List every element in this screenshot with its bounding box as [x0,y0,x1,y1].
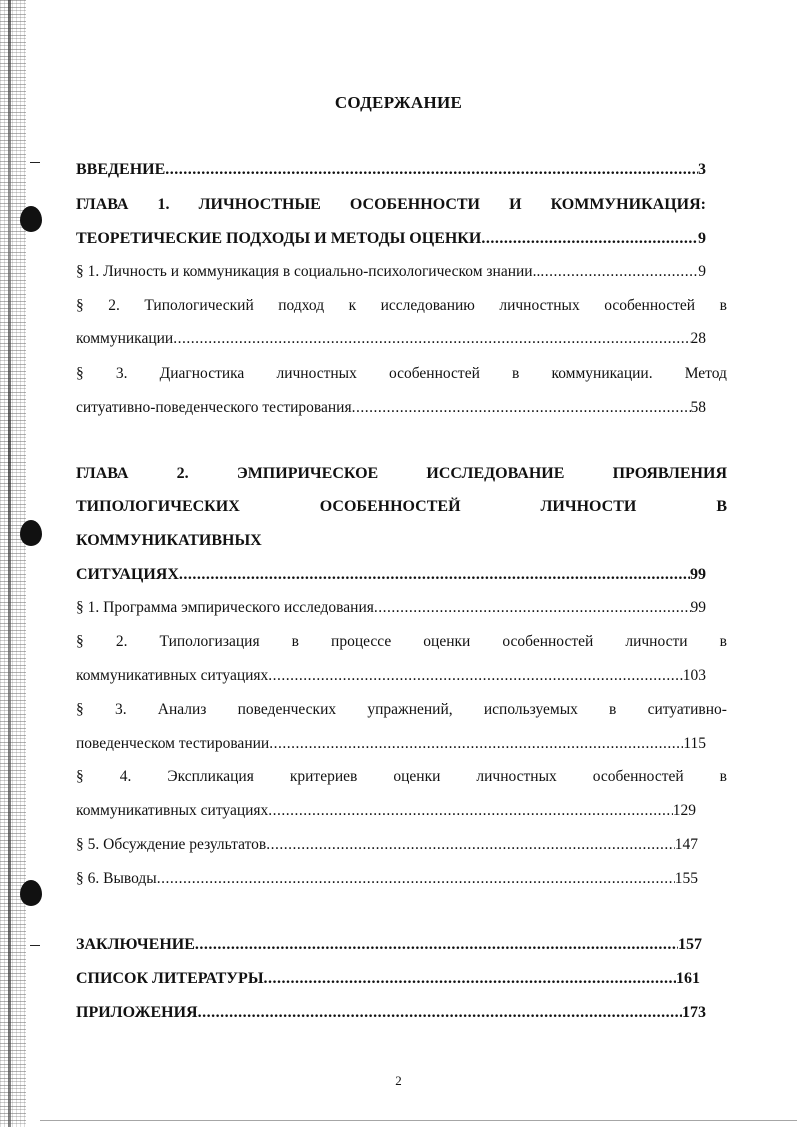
word: используемых [483,701,578,718]
toc-page-number: 58 [690,399,706,416]
word: в [719,633,727,650]
scan-binding-edge [0,0,26,1127]
toc-section-2-3-line2[interactable] [76,734,706,754]
toc-entry-label: коммуникативных ситуациях [76,667,269,684]
word: Типологический [144,297,254,314]
word: § [76,701,84,718]
toc-entry-label: ТЕОРЕТИЧЕСКИЕ ПОДХОДЫ И МЕТОДЫ ОЦЕНКИ [76,230,482,247]
word: особенностей [592,768,684,785]
toc-page-number: 155 [674,870,698,887]
word: ГЛАВА [76,196,129,213]
toc-entry-label: § 1. Личность и коммуникация в социально-психологическом знании.. [76,263,541,280]
toc-entry-label: коммуникативных ситуациях [76,802,269,819]
leader-dots [268,801,672,821]
word: Экспликация [167,768,254,785]
toc-page-number: 115 [683,735,706,752]
leader-dots [179,565,690,585]
toc-page-number: 103 [682,667,706,684]
leader-dots [165,160,698,180]
toc-chapter2-line2[interactable] [76,497,727,517]
word: в [512,365,520,382]
toc-chapter2-line4[interactable] [76,565,706,585]
toc-page-number: 3 [698,161,706,178]
toc-entry-label: § 6. Выводы [76,870,157,887]
toc-section-1-2-line1[interactable] [76,296,727,316]
punch-hole [20,880,42,906]
toc-entry-label: КОММУНИКАТИВНЫХ [76,532,262,549]
word: личностных [476,768,557,785]
leader-dots [481,229,698,249]
leader-dots [352,398,691,418]
word: особенностей [604,297,696,314]
toc-entry-label: § 1. Программа эмпирического исследования [76,599,374,616]
word: ИССЛЕДОВАНИЕ [426,465,565,482]
scan-mark [30,945,40,946]
word: подход [278,297,325,314]
leader-dots [198,1003,682,1023]
toc-section-2-4-line1[interactable] [76,767,727,787]
toc-page-number: 161 [676,970,700,987]
word: Диагностика [159,365,245,382]
word: § [76,768,84,785]
leader-dots [264,969,676,989]
toc-entry-label: поведенческом тестировании [76,735,270,752]
leader-dots [268,666,682,686]
word: 1. [157,196,170,213]
word: 3. [115,365,128,382]
word: исследованию [380,297,475,314]
word: В [716,498,727,515]
toc-entry-label: ситуативно-поведенческого тестирования [76,399,352,416]
punch-hole [20,206,42,232]
leader-dots [374,598,691,618]
scan-binding-line [8,0,11,1127]
toc-page-number: 147 [674,836,698,853]
word: § [76,633,84,650]
toc-section-2-1[interactable] [76,598,706,618]
toc-entry-label: ПРИЛОЖЕНИЯ [76,1004,198,1021]
word: поведенческих [237,701,337,718]
toc-section-2-2-line1[interactable] [76,632,727,652]
toc-page-number: 99 [690,599,706,616]
scan-bottom-edge [40,1120,797,1121]
toc-chapter1-line2[interactable] [76,229,706,249]
word: личностных [276,365,357,382]
word: КОММУНИКАЦИЯ: [550,196,706,213]
word: Метод [684,365,727,382]
toc-entry-conclusion[interactable] [76,935,702,955]
word: 4. [119,768,132,785]
word: особенностей [388,365,480,382]
word: И [509,196,522,213]
toc-entry-label: § 5. Обсуждение результатов [76,836,267,853]
leader-dots [266,835,675,855]
word: ЭМПИРИЧЕСКОЕ [236,465,379,482]
toc-section-1-3-line2[interactable] [76,398,706,418]
page-title: СОДЕРЖАНИЕ [334,93,463,112]
word: оценки [423,633,471,650]
word: ПРОЯВЛЕНИЯ [612,465,727,482]
toc-page-number: 28 [690,330,706,347]
word: коммуникации. [551,365,653,382]
toc-section-2-6[interactable] [76,869,698,889]
toc-page-number: 173 [682,1004,706,1021]
toc-chapter1-line1[interactable] [76,195,706,215]
word: оценки [393,768,441,785]
word: ОСОБЕННОСТИ [349,196,480,213]
toc-section-2-4-line2[interactable] [76,801,696,821]
word: личности [625,633,688,650]
word: в [291,633,299,650]
word: § [76,297,84,314]
scan-mark [30,162,40,163]
word: 2. [176,465,189,482]
toc-entry-intro[interactable] [76,160,706,180]
word: § [76,365,84,382]
toc-chapter2-line3[interactable] [76,531,706,551]
word: процессе [331,633,392,650]
toc-entry-label: СПИСОК ЛИТЕРАТУРЫ [76,970,264,987]
leader-dots [173,329,690,349]
word: личностных [499,297,580,314]
word: Типологизация [159,633,260,650]
toc-page-number: 9 [698,263,706,280]
page-number: 2 [395,1073,402,1088]
word: к [348,297,357,314]
word: упражнений, [367,701,453,718]
punch-hole [20,520,42,546]
word: ситуативно- [647,701,727,718]
toc-page-number: 9 [698,230,706,247]
word: ЛИЧНОСТНЫЕ [198,196,321,213]
word: ЛИЧНОСТИ [540,498,637,515]
toc-page-number: 99 [690,566,706,583]
word: ОСОБЕННОСТЕЙ [319,498,461,515]
toc-section-1-2-line2[interactable] [76,329,706,349]
word: в [609,701,617,718]
leader-dots [195,935,678,955]
word: критериев [289,768,358,785]
word: ТИПОЛОГИЧЕСКИХ [76,498,240,515]
word: Анализ [157,701,207,718]
word: особенностей [502,633,594,650]
toc-entry-appendices[interactable] [76,1003,706,1023]
toc-entry-label: ЗАКЛЮЧЕНИЕ [76,936,195,953]
toc-section-2-3-line1[interactable] [76,700,727,720]
toc-section-2-5[interactable] [76,835,698,855]
word: 2. [115,633,128,650]
toc-section-2-2-line2[interactable] [76,666,706,686]
word: в [719,297,727,314]
leader-dots [540,262,698,282]
word: 3. [114,701,127,718]
toc-entry-label: ВВЕДЕНИЕ [76,161,166,178]
word: в [719,768,727,785]
toc-entry-bibliography[interactable] [76,969,700,989]
word: ГЛАВА [76,465,129,482]
toc-page-number: 129 [672,802,696,819]
toc-section-1-3-line1[interactable] [76,364,727,384]
toc-entry-label: СИТУАЦИЯХ [76,566,179,583]
leader-dots [157,869,675,889]
toc-page-number: 157 [678,936,702,953]
leader-dots [269,734,683,754]
toc-chapter2-line1[interactable] [76,464,727,484]
toc-section-1-1[interactable] [76,262,706,282]
toc-entry-label: коммуникации [76,330,174,347]
word: 2. [108,297,120,314]
